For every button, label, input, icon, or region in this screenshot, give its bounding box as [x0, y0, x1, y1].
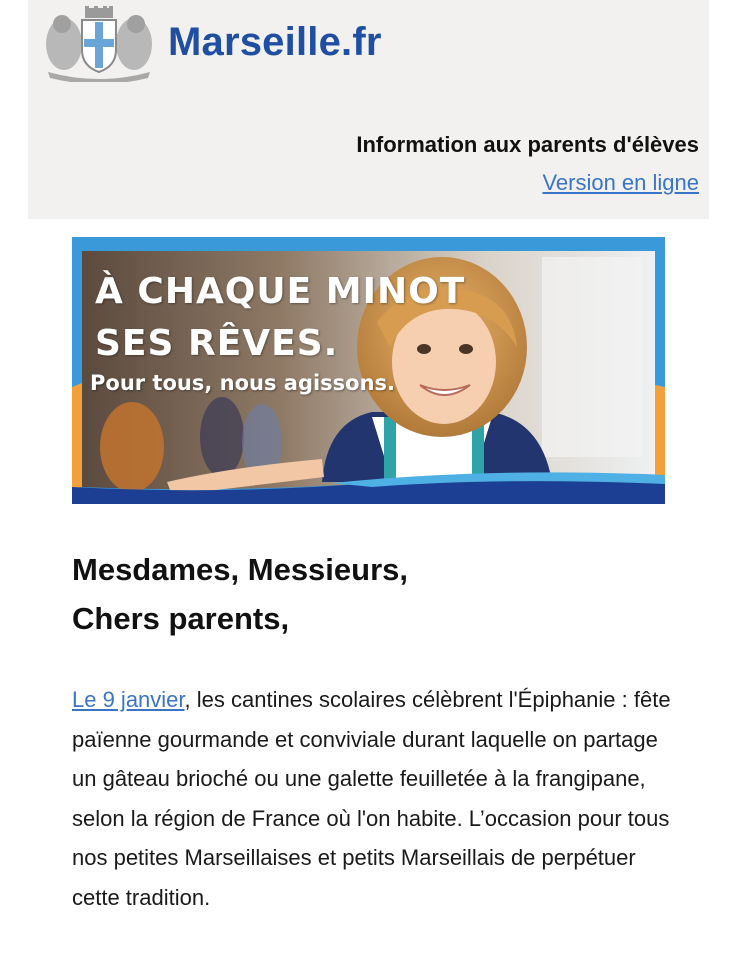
greeting-line1: Mesdames, Messieurs,: [72, 552, 409, 587]
email-header: [28, 0, 709, 219]
date-link[interactable]: Le 9 janvier: [72, 687, 185, 712]
body-text: , les cantines scolaires célèbrent l'Épiphanie : fête païenne gourmande et conviviale durant laquelle on partage un gâteau brioché ou une galette feuilletée à la frangipane, selon la région de France où l'on habite. L’occasion pour tous nos petites Marseillaises et petits Marseillais de perpétuer cette tradition.: [72, 687, 671, 910]
greeting-line2: Chers parents,: [72, 601, 290, 636]
brand-name: Marseille.fr: [168, 20, 382, 64]
online-version-link[interactable]: Version en ligne: [542, 170, 699, 195]
banner-headline-line2: SES RÊVES.: [95, 323, 339, 364]
body-paragraph: [72, 680, 672, 917]
newsletter-title: Information aux parents d'élèves: [356, 132, 699, 157]
greeting: [72, 545, 408, 643]
marseille-coat-of-arms-icon: [38, 6, 160, 82]
campaign-banner: [72, 237, 665, 504]
banner-headline-line1: À CHAQUE MINOT: [95, 271, 466, 312]
banner-tagline: Pour tous, nous agissons.: [90, 371, 396, 395]
